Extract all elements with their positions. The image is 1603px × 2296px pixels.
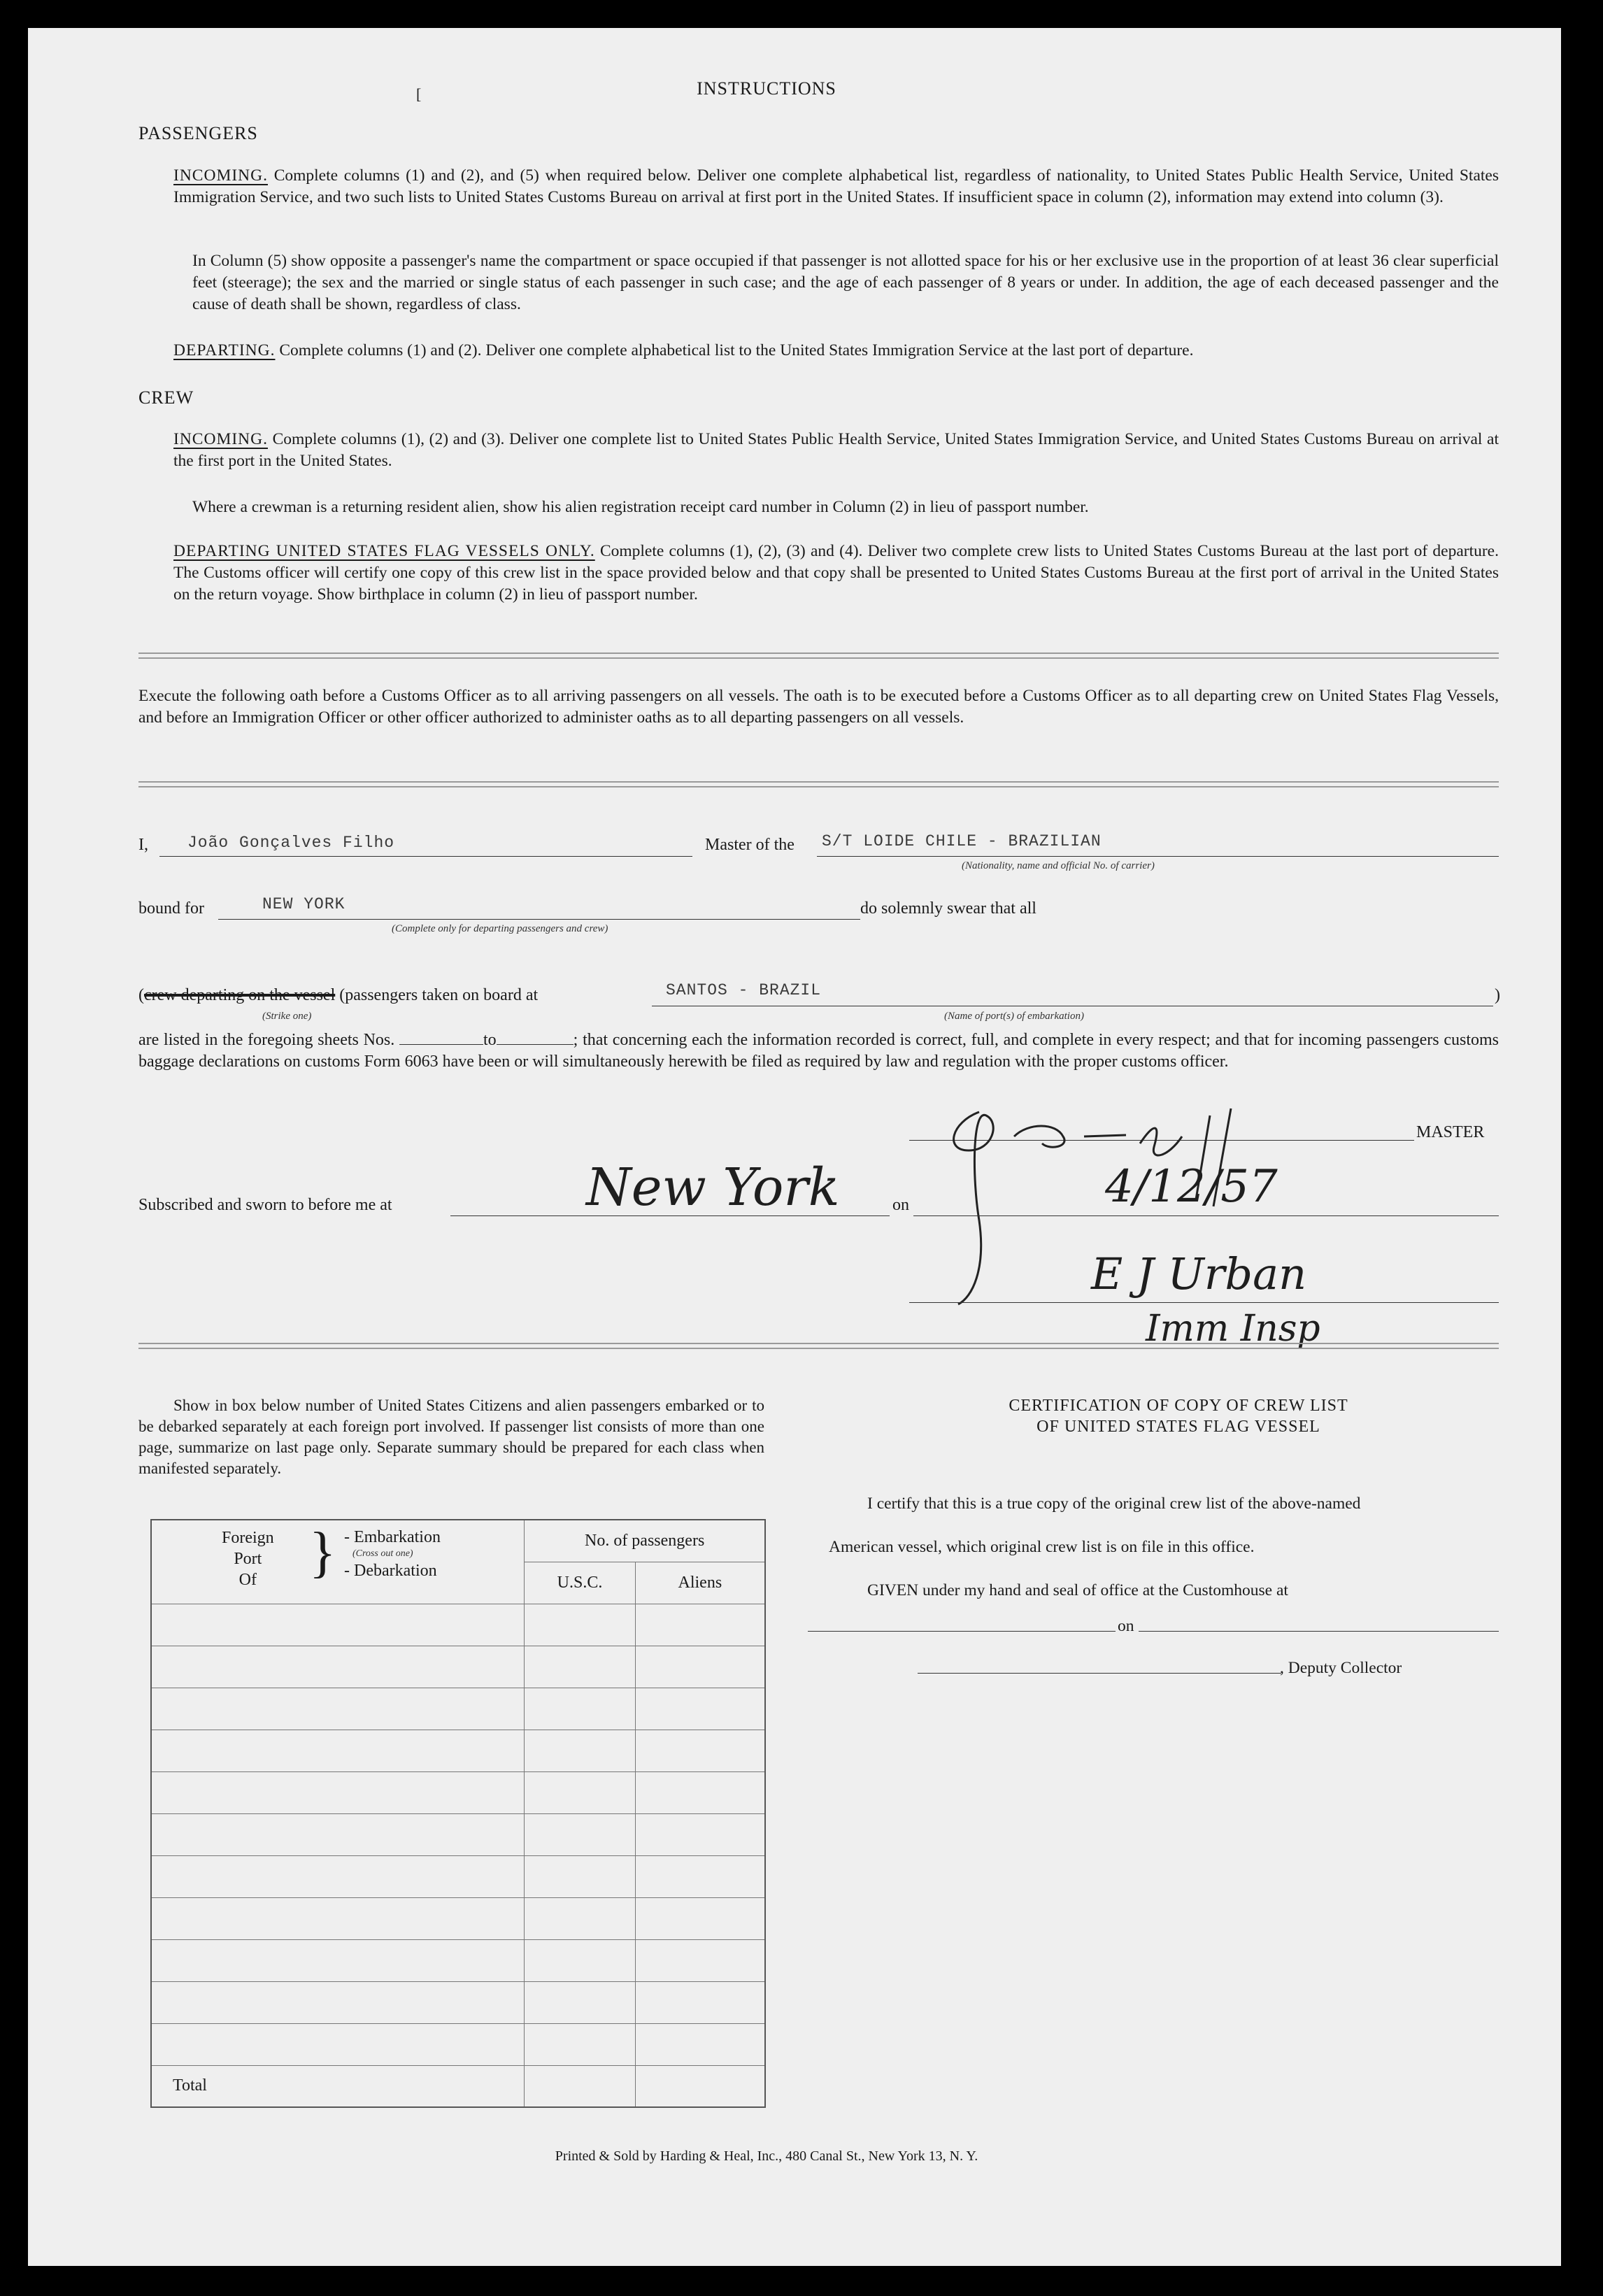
i-label: I, (138, 836, 148, 854)
table-row[interactable] (151, 1855, 525, 1897)
passengers-incoming-text: Complete columns (1) and (2), and (5) when required below. Deliver one complete alphabetical list, regardless of nationality, to United States Public Health Service, United States Immigration Service, and two such lists to United States Customs Bureau on arrival at first port in the United States. If insufficient space in column (2), information may extend into column (3). (173, 166, 1499, 206)
sheets-statement (138, 1029, 1499, 1073)
certification-title: CERTIFICATION OF COPY OF CREW LIST OF UNITED STATES FLAG VESSEL (1009, 1397, 1348, 1436)
crew-resident: Where a crewman is a returning resident alien, show his alien registration receipt card number in Column (2) in lieu of passport number. (192, 498, 1089, 516)
stray-mark: [ (416, 85, 422, 103)
crew-option-struck: crew departing on the vessel (144, 986, 336, 1004)
cert-line2: American vessel, which original crew list is on file in this office. (829, 1538, 1255, 1556)
crew-incoming-text: Complete columns (1), (2) and (3). Deliver one complete list to United States Public Health Service, United States Immigration Service, and United States Customs Bureau on arrival at the first port in the United States. (173, 430, 1499, 470)
destination-hint: (Complete only for departing passengers and crew) (392, 923, 608, 934)
usc-header: U.S.C. (525, 1562, 635, 1604)
divider-double-2 (138, 781, 1499, 787)
officer-signature: E J Urban (1091, 1248, 1307, 1299)
page-title: INSTRUCTIONS (697, 78, 836, 99)
master-of-label: Master of the (705, 836, 795, 854)
passengers-departing (173, 340, 1499, 362)
swear-text: do solemnly swear that all (860, 899, 1036, 918)
bound-for-label: bound for (138, 899, 204, 918)
document-page: INSTRUCTIONS [ PASSENGERS INCOMING. Complete columns (1) and (2), and (5) when required below. Deliver one complete alphabetical list, regardless of nationality, to United States Public Health Service, United States Immigration Service, and two such lists to United States Customs Bureau on arrival at first port in the United States. If insufficient space in column (2), information may extend into column (3). In Column (5) show opposite a passenger's name the compartment or space occupied if that passenger is not allotted space for his or her exclusive use in the proportion of at least 36 clear superficial feet (steerage); the sex and the married or single status of each passenger in such case; and the age of each passenger of 8 years or under. In addition, the age of each deceased passenger and the cause of death shall be shown, regardless of class. DEPARTING. Complete columns (1) and (2). Deliver one complete alphabetical list to the United States Immigration Service at the last port of departure. CREW INCOMING. Complete columns (1), (2) and (3). Deliver one complete list to United States Public Health Service, United States Immigration Service, and United States Customs Bureau on arrival at the first port in the United States. Where a crewman is a returning resident alien, show his alien registration receipt card number in Column (2) in lieu of passport number. DEPARTING UNITED STATES FLAG VESSELS ONLY. Complete columns (1), (2), (3) and (4). Deliver two complete crew lists to United States Customs Bureau at the last port of departure. The Customs officer will certify one copy of this crew list in the space provided below and that copy shall be presented to United States Customs Bureau at the first port of arrival in the United States on the return voyage. Show birthplace in column (2) in lieu of passport number. Execute the following oath before a Customs Officer as to all arriving passengers on all vessels. The oath is to be executed before a Customs Officer as to all departing crew on United States Flag Vessels, and before an Immigration Officer or other officer authorized to administer oaths as to all departing passengers on all vessels. I, João Gonçalves Filho Master of the S/T LOIDE CHILE - BRAZILIAN (Nationality, name and official No. of carrier) bound for NEW YORK (Complete only for departing passengers and crew) do solemnly swear that all (crew departing on the vessel (passengers taken on board at (Strike one) SANTOS - BRAZIL (Name of port(s) of embarkation) ) are listed in the foregoing sheets Nos. to ; that concerning each the information recorded is correct, full, and complete in every respect; and that for incoming passengers customs baggage declarations on customs Form 6063 have been or will simultaneously herewith be filed as required by law and regulation with the proper customs officer. MASTER Subscribed and sworn to before me at New York on 4/12/57 E J Urban Imm Insp Show in box below number of United States Citizens and alien passengers embarked or to be debarked separately at each foreign port involved. If passenger list consists of more than one page, summarize on last page only. Separate summary should be prepared for each class when manifested separately. Foreign Port Of } - Embarkation (Cross out one) - Debarkation No. of passengers U.S.C. Aliens Total CERTIFICATION OF COPY OF CREW LIST OF UNITED STATES FLAG VESSEL I certify that this is a true copy of the original crew list of the above-named American vessel, which original crew list is on file in this office. GIVEN under my hand and seal of office at the Customhouse at on , Deputy Collector Printed & Sold by Harding & Heal, Inc., 480 Canal St., New York 13, N. Y. (28, 28, 1561, 2266)
passengers-departing-label: DEPARTING. (173, 341, 276, 359)
debarkation-option: - Debarkation (344, 1562, 437, 1580)
port-header-cell: Foreign Port Of } - Embarkation (Cross out one) - Debarkation (151, 1520, 525, 1604)
oath-intro: Execute the following oath before a Customs Officer as to all arriving passengers on all vessels. The oath is to be executed before a Customs Officer as to all departing crew on United States Flag Vessels, and before an Immigration Officer or other officer authorized to administer oaths as to all departing passengers on all vessels. (138, 687, 1499, 727)
total-cell: Total (151, 2065, 525, 2107)
table-row[interactable] (151, 1939, 525, 1981)
no-passengers-header: No. of passengers (525, 1520, 765, 1562)
subscribed-label: Subscribed and sworn to before me at (138, 1196, 392, 1214)
destination: NEW YORK (262, 895, 345, 913)
crew-departing (173, 541, 1499, 606)
crew-incoming (173, 429, 1499, 472)
deputy-collector-label: , Deputy Collector (1280, 1659, 1402, 1677)
passengers-incoming-label: INCOMING. (173, 166, 268, 185)
passengers-heading: PASSENGERS (138, 123, 258, 143)
table-row[interactable] (151, 1688, 525, 1730)
master-label: MASTER (1416, 1123, 1485, 1141)
table-row[interactable] (151, 2023, 525, 2065)
crew-departing-text: Complete columns (1), (2), (3) and (4). Deliver two complete crew lists to United States Customs Bureau at the last port of departure. The Customs officer will certify one copy of this crew list in the space provided below and that copy shall be presented to United States Customs Bureau at the first port of arrival in the United States on the return voyage. Show birthplace in column (2) in lieu of passport number. (173, 542, 1499, 604)
embarkation-option: - Embarkation (344, 1528, 441, 1546)
strike-hint: (Strike one) (262, 1011, 312, 1022)
total-usc-cell[interactable] (525, 2065, 635, 2107)
crew-departing-label: DEPARTING UNITED STATES FLAG VESSELS ONLY. (173, 542, 595, 560)
master-name: João Gonçalves Filho (187, 834, 395, 852)
summary-instructions: Show in box below number of United States Citizens and alien passengers embarked or to be debarked separately at each foreign port involved. If passenger list consists of more than one page, summarize on last page only. Separate summary should be prepared for each class when manifested separately. (138, 1397, 764, 1477)
passengers-incoming (173, 165, 1499, 208)
table-row[interactable] (151, 1646, 525, 1688)
sworn-date: 4/12/57 (1105, 1161, 1278, 1213)
sheets-rest: ; that concerning each the information recorded is correct, full, and complete in every respect; and that for incoming passengers customs baggage declarations on customs Form 6063 have been or will simultaneously herewith be filed as required by law and regulation with the proper customs officer. (138, 1031, 1499, 1071)
table-row[interactable] (151, 1897, 525, 1939)
vessel-hint: (Nationality, name and official No. of carrier) (962, 860, 1155, 871)
sworn-place: New York (586, 1157, 840, 1218)
passengers-column5: In Column (5) show opposite a passenger's name the compartment or space occupied if that passenger is not allotted space for his or her exclusive use in the proportion of at least 36 clear superficial feet (steerage); the sex and the married or single status of each passenger in such case; and the age of each passenger of 8 years or under. In addition, the age of each deceased passenger and the cause of death shall be shown, regardless of class. (192, 252, 1499, 313)
officer-title: Imm Insp (1146, 1308, 1320, 1350)
divider-double-3 (138, 1343, 1499, 1349)
brace: } (309, 1522, 336, 1583)
strike-choice: (crew departing on the vessel (passengers taken on board at (138, 986, 539, 1004)
total-aliens-cell[interactable] (635, 2065, 765, 2107)
on-label: on (892, 1196, 909, 1214)
sheets-to-blank (497, 1030, 573, 1045)
cert-line3: GIVEN under my hand and seal of office at the Customhouse at (867, 1581, 1288, 1599)
sheets-from-blank (399, 1030, 483, 1045)
divider-double (138, 653, 1499, 659)
sheets-prefix: are listed in the foregoing sheets Nos. (138, 1031, 395, 1049)
passenger-summary-table (150, 1519, 766, 2108)
vessel-name: S/T LOIDE CHILE - BRAZILIAN (822, 832, 1102, 850)
aliens-header: Aliens (635, 1562, 765, 1604)
crew-heading: CREW (138, 387, 194, 408)
table-row[interactable] (151, 1730, 525, 1771)
table-row[interactable] (151, 1981, 525, 2023)
embark-hint: (Name of port(s) of embarkation) (944, 1011, 1084, 1022)
crew-incoming-label: INCOMING. (173, 430, 268, 448)
cert-line1: I certify that this is a true copy of the original crew list of the above-named (867, 1495, 1361, 1513)
sheets-to: to (483, 1031, 497, 1049)
cert-on-label: on (1118, 1617, 1134, 1635)
passengers-option: (passengers taken on board at (339, 986, 539, 1004)
embark-port: SANTOS - BRAZIL (666, 981, 822, 999)
table-row[interactable] (151, 1813, 525, 1855)
table-row[interactable] (151, 1771, 525, 1813)
printer-footer: Printed & Sold by Harding & Heal, Inc., 480 Canal St., New York 13, N. Y. (555, 2148, 978, 2164)
table-row[interactable] (151, 1604, 525, 1646)
passengers-departing-text: Complete columns (1) and (2). Deliver one complete alphabetical list to the United States Immigration Service at the last port of departure. (279, 341, 1194, 359)
